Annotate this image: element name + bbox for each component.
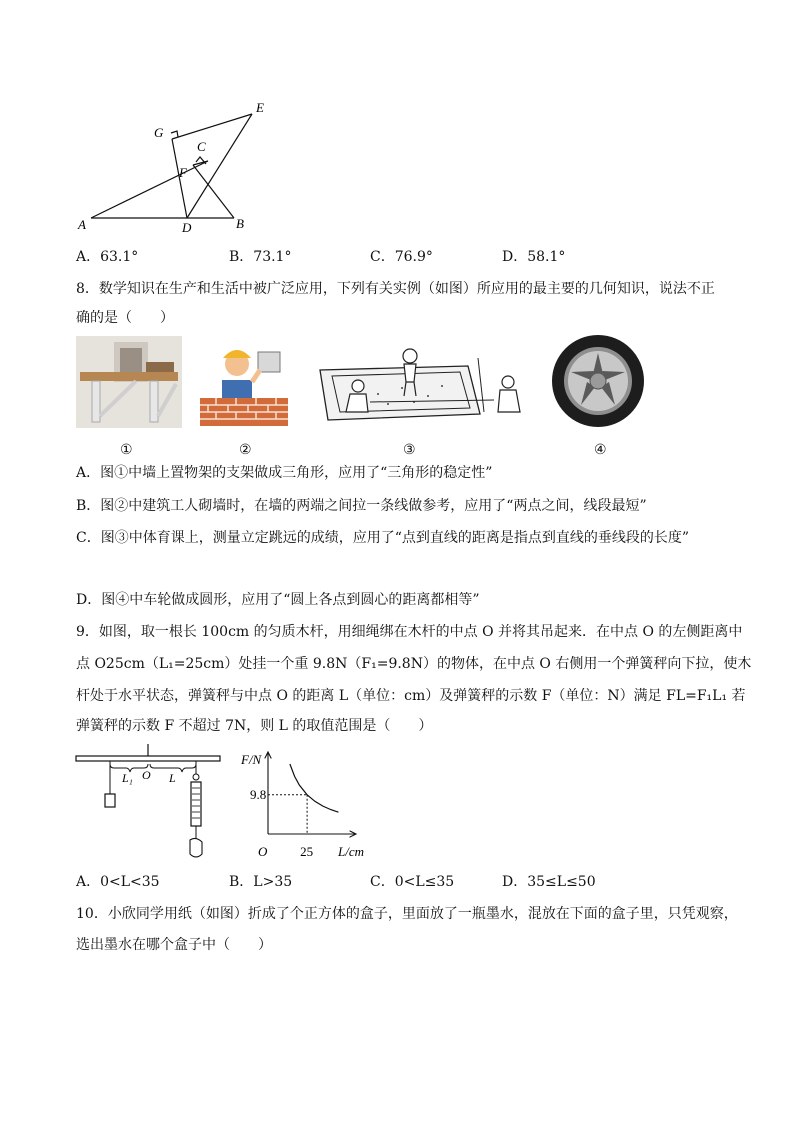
q10-stem-line-1: 10．小欣同学用纸（如图）折成了个正方体的盒子，里面放了一瓶墨水，混放在下面的盒子里，只凭观察，: [76, 906, 738, 922]
graph-origin-label: O: [258, 844, 268, 859]
graph-x-tick-25: 25: [300, 844, 314, 859]
q8-stem-line-1: 8．数学知识在生产和生活中被广泛应用，下列有关实例（如图）所应用的最主要的几何知识，说法不正: [76, 281, 715, 297]
q7-option-d[interactable]: D．58.1°: [502, 249, 566, 265]
q8-caption-2: ②: [239, 442, 252, 458]
segment-ge: [172, 114, 252, 139]
spring-scale: [191, 782, 201, 826]
q7-option-c[interactable]: C．76.9°: [370, 249, 433, 265]
label-b: B: [236, 216, 244, 231]
lever-label-l: L: [169, 771, 176, 785]
label-d: D: [182, 220, 192, 235]
hand-pulling: [190, 838, 202, 857]
q9-lever-figure: [74, 740, 230, 862]
label-f: F: [179, 165, 187, 180]
q8-option-a[interactable]: A．图①中墙上置物架的支架做成三角形，应用了“三角形的稳定性”: [76, 465, 493, 481]
q8-option-b[interactable]: B．图②中建筑工人砌墙时，在墙的两端之间拉一条线做参考，应用了“两点之间，线段最短”: [76, 498, 647, 514]
label-a: A: [78, 217, 86, 232]
graph-y-axis-label: F/N: [241, 752, 262, 767]
segment-ac: [91, 161, 208, 218]
label-g: G: [154, 125, 164, 140]
shelf-bracket-photo: [76, 336, 182, 428]
lever-label-l1: L₁: [122, 771, 133, 785]
graph-inverse-curve: [290, 764, 339, 812]
hanging-weight: [105, 794, 115, 807]
q9-option-a[interactable]: A．0<L<35: [76, 874, 160, 890]
graph-y-tick-9-8: 9.8: [250, 786, 267, 802]
q8-caption-1: ①: [120, 442, 133, 458]
q9-fl-graph: [236, 746, 386, 864]
long-jump-measure-drawing: [318, 336, 532, 428]
graph-x-axis-label: L/cm: [338, 844, 364, 859]
q9-option-b[interactable]: B．L>35: [229, 874, 293, 890]
q7-option-a[interactable]: A．63.1°: [76, 249, 139, 265]
car-wheel-photo: [551, 334, 645, 428]
label-e: E: [256, 100, 264, 115]
q9-option-c[interactable]: C．0<L≤35: [370, 874, 455, 890]
lever-label-o: O: [142, 768, 151, 782]
q7-geometry-figure: [72, 96, 282, 236]
label-c: C: [197, 139, 206, 154]
q9-stem-line-1: 9．如图，取一根长 100cm 的匀质木杆，用细绳绑在木杆的中点 O 并将其吊起来．在中点 O 的左侧距离中: [76, 624, 743, 640]
q9-stem-line-3: 杆处于水平状态，弹簧秤与中点 O 的距离 L（单位：cm）及弹簧秤的示数 F（单位：N）满足 FL=F₁L₁ 若: [76, 688, 746, 704]
q8-caption-4: ④: [594, 442, 607, 458]
segment-cb: [193, 165, 234, 218]
q10-stem-line-2: 选出墨水在哪个盒子中（ ）: [76, 937, 272, 953]
q8-caption-3: ③: [403, 442, 416, 458]
q8-option-d[interactable]: D．图④中车轮做成圆形，应用了“圆上各点到圆心的距离都相等”: [76, 592, 480, 608]
q9-option-d[interactable]: D．35≤L≤50: [502, 874, 596, 890]
q7-option-b[interactable]: B．73.1°: [229, 249, 292, 265]
bricklayer-photo: [196, 336, 292, 428]
right-angle-mark-g: [171, 131, 178, 137]
q8-stem-line-2: 确的是（ ）: [76, 310, 174, 326]
q9-stem-line-4: 弹簧秤的示数 F 不超过 7N，则 L 的取值范围是（ ）: [76, 718, 433, 734]
q8-option-c[interactable]: C．图③中体育课上，测量立定跳远的成绩，应用了“点到直线的距离是指点到直线的垂线段的长度”: [76, 530, 690, 546]
q9-stem-line-2: 点 O25cm（L₁=25cm）处挂一个重 9.8N（F₁=9.8N）的物体，在中点 O 右侧用一个弹簧秤向下拉，使木: [76, 656, 752, 672]
